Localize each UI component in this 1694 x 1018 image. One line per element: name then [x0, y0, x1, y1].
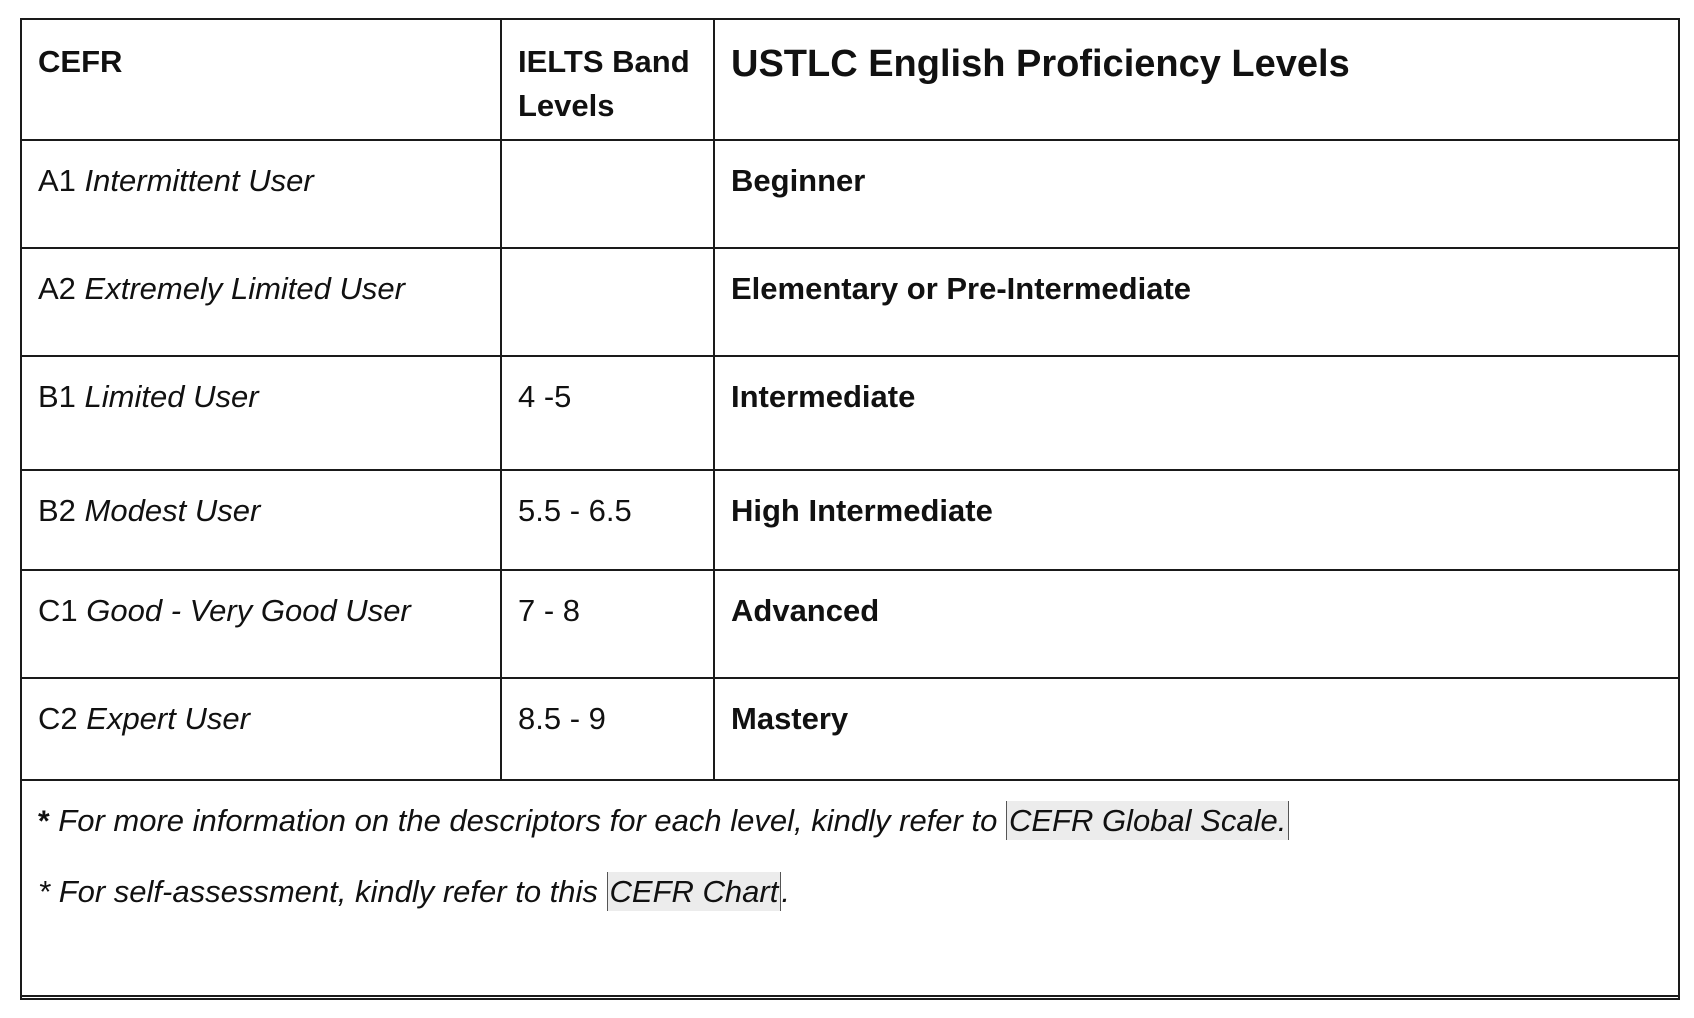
proficiency-table-container	[20, 18, 1680, 1000]
note-self-assessment	[38, 872, 1662, 912]
ustlc-level-cell: High Intermediate	[714, 470, 1678, 570]
ielts-cell	[501, 248, 714, 356]
cefr-code: C2	[38, 701, 78, 736]
ielts-cell: 7 - 8	[501, 570, 714, 678]
cefr-cell	[22, 678, 501, 780]
cefr-description: Expert User	[86, 701, 250, 736]
table-row	[22, 570, 1678, 678]
cefr-description: Limited User	[84, 379, 259, 414]
cefr-cell	[22, 570, 501, 678]
cefr-description: Extremely Limited User	[84, 271, 405, 306]
note-asterisk: *	[38, 874, 51, 909]
cefr-description: Intermittent User	[84, 163, 314, 198]
cefr-cell	[22, 248, 501, 356]
ielts-cell: 8.5 - 9	[501, 678, 714, 780]
ustlc-level-cell: Advanced	[714, 570, 1678, 678]
cefr-code: C1	[38, 593, 78, 628]
table-row	[22, 356, 1678, 470]
notes-cell	[22, 780, 1678, 996]
proficiency-levels-table	[22, 20, 1678, 997]
ustlc-level-cell: Beginner	[714, 140, 1678, 248]
header-ustlc: USTLC English Proficiency Levels	[714, 20, 1678, 140]
cefr-chart-link[interactable]: CEFR Chart	[607, 872, 782, 911]
note-period: .	[781, 874, 790, 909]
cefr-description: Good - Very Good User	[86, 593, 411, 628]
notes-row	[22, 780, 1678, 996]
ielts-cell: 4 -5	[501, 356, 714, 470]
table-row	[22, 140, 1678, 248]
ustlc-level-cell: Intermediate	[714, 356, 1678, 470]
note-asterisk: *	[38, 805, 50, 838]
note-text: For more information on the descriptors for each level, kindly refer to	[49, 803, 1006, 838]
cefr-cell	[22, 470, 501, 570]
ustlc-level-cell: Mastery	[714, 678, 1678, 780]
cefr-description: Modest User	[84, 493, 261, 528]
cefr-cell	[22, 356, 501, 470]
cefr-code: B2	[38, 493, 76, 528]
cefr-code: B1	[38, 379, 76, 414]
ielts-cell	[501, 140, 714, 248]
table-row	[22, 678, 1678, 780]
header-cefr: CEFR	[22, 20, 501, 140]
note-text: For self-assessment, kindly refer to this	[50, 874, 607, 909]
table-row	[22, 248, 1678, 356]
table-row	[22, 470, 1678, 570]
cefr-code: A1	[38, 163, 76, 198]
cefr-code: A2	[38, 271, 76, 306]
cefr-cell	[22, 140, 501, 248]
header-ielts: IELTS Band Levels	[501, 20, 714, 140]
table-header-row	[22, 20, 1678, 140]
ustlc-level-cell: Elementary or Pre-Intermediate	[714, 248, 1678, 356]
cefr-global-scale-link[interactable]: CEFR Global Scale.	[1006, 801, 1289, 840]
ielts-cell: 5.5 - 6.5	[501, 470, 714, 570]
note-global-scale	[38, 801, 1662, 842]
